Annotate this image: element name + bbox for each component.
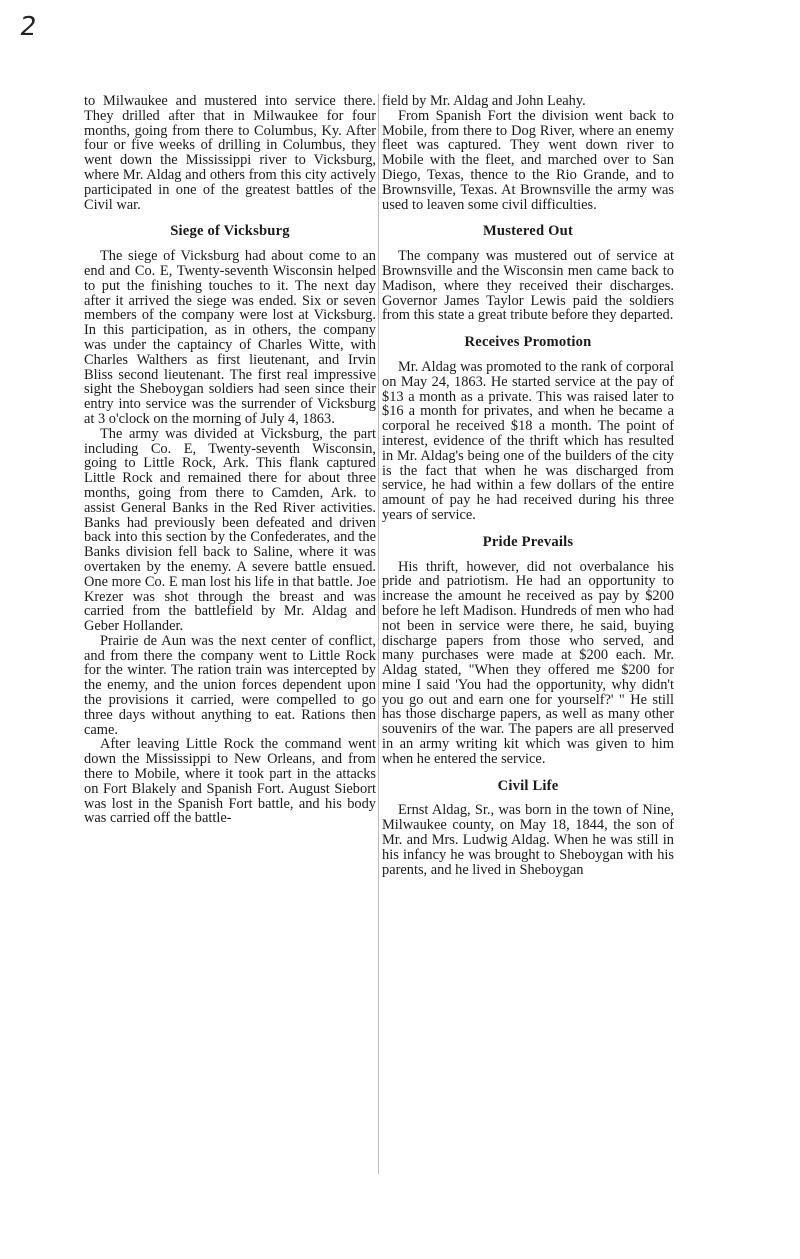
- section-heading: Pride Prevails: [482, 533, 574, 550]
- section-heading: Civil Life: [497, 777, 559, 794]
- paragraph: Prairie de Aun was the next center of conflict, and from there the company went to Little Rock for the winter. The ration train was intercepted by the enemy, and the union forces dependent upon the provisions it carried, were compelled to go three days without anything to eat. Rations then came.: [84, 632, 376, 738]
- left-column: [84, 94, 376, 826]
- right-column: [382, 94, 674, 877]
- paragraph: to Milwaukee and mustered into service there. They drilled after that in Milwaukee for four months, going from there to Columbus, Ky. After four or five weeks of drilling in Columbus, they went down the Mississippi river to Vicksburg, where Mr. Aldag and others from this city actively participated in one of the greatest battles of the Civil war.: [84, 93, 376, 213]
- section-heading: Receives Promotion: [464, 334, 592, 351]
- paragraph: field by Mr. Aldag and John Leahy.: [382, 93, 586, 109]
- paragraph: From Spanish Fort the division went back to Mobile, from there to Dog River, where an enemy fleet was captured. They went down river to Mobile with the fleet, and marched over to San Diego, Texas, thence to the Rio Grande, and to Brownsville, Texas. At Brownsville the army was used to leaven some civil difficulties.: [382, 107, 674, 213]
- column-divider: [378, 94, 379, 1174]
- paragraph: After leaving Little Rock the command went down the Mississippi to New Orleans, and from there to Mobile, where it took part in the attacks on Fort Blakely and Spanish Fort. August Siebort was lost in the Spanish Fort battle, and his body was carried off the battle-: [84, 736, 376, 827]
- paragraph: The siege of Vicksburg had about come to an end and Co. E, Twenty-seventh Wisconsin helped to put the finishing touches to it. The next day after it arrived the siege was ended. Six or seven members of the company were lost at Vicksburg. In this participation, as in others, the company was under the captaincy of Charles Witte, with Charles Walthers as first lieutenant, and Irvin Bliss second lieutenant. The first real impressive sight the Sheboygan soldiers had seen since their entry into service was the surrender of Vicksburg at 3 o'clock on the morning of July 4, 1863.: [84, 248, 376, 427]
- section-heading: Mustered Out: [482, 223, 574, 240]
- paragraph: Mr. Aldag was promoted to the rank of corporal on May 24, 1863. He started service at the pay of $13 a month as a private. This was raised later to $16 a month for privates, and when he became a corporal he received $18 a month. The point of interest, evidence of the thrift which has resulted in Mr. Aldag's being one of the builders of the city is the fact that when he was discharged from service, he had within a few dollars of the entire amount of pay he had received during his three years of service.: [382, 358, 674, 523]
- section-heading: Siege of Vicksburg: [170, 223, 290, 240]
- paragraph: Ernst Aldag, Sr., was born in the town of Nine, Milwaukee county, on May 18, 1844, the son of Mr. and Mrs. Ludwig Aldag. When he was still in his infancy he was brought to Sheboygan with his parents, and he lived in Sheboygan: [382, 802, 674, 878]
- page-number-mark: 2: [17, 12, 39, 42]
- paragraph: The company was mustered out of service at Brownsville and the Wisconsin men came back to Madison, where they received their discharges. Governor James Taylor Lewis paid the soldiers from this state a great tribute before they departed.: [382, 248, 674, 324]
- paragraph: The army was divided at Vicksburg, the part including Co. E, Twenty-seventh Wisconsin, going to Little Rock, Ark. This flank captured Little Rock and remained there for about three months, going from there to Camden, Ark. to assist General Banks in the Red River activities. Banks had previously been defeated and driven back into this section by the Confederates, and the Banks division fell back to Saline, where it was overtaken by the enemy. A severe battle ensued. One more Co. E man lost his life in that battle. Joe Krezer was shot through the breast and was carried from the battlefield by Mr. Aldag and Geber Hollander.: [84, 425, 376, 635]
- paragraph: His thrift, however, did not overbalance his pride and patriotism. He had an opportunity to increase the amount he received as pay by $200 before he left Madison. Hundreds of men who had not been in service were there, he said, buying discharge papers from those who served, and many purchases were made at $200 each. Mr. Aldag stated, "When they offered me $200 for mine I said 'You had the opportunity, why didn't you go out and earn one for yourself?' " He still has those discharge papers, as well as many other souvenirs of the war. The papers are all preserved in an army writing kit which was given to him when he entered the service.: [382, 558, 674, 767]
